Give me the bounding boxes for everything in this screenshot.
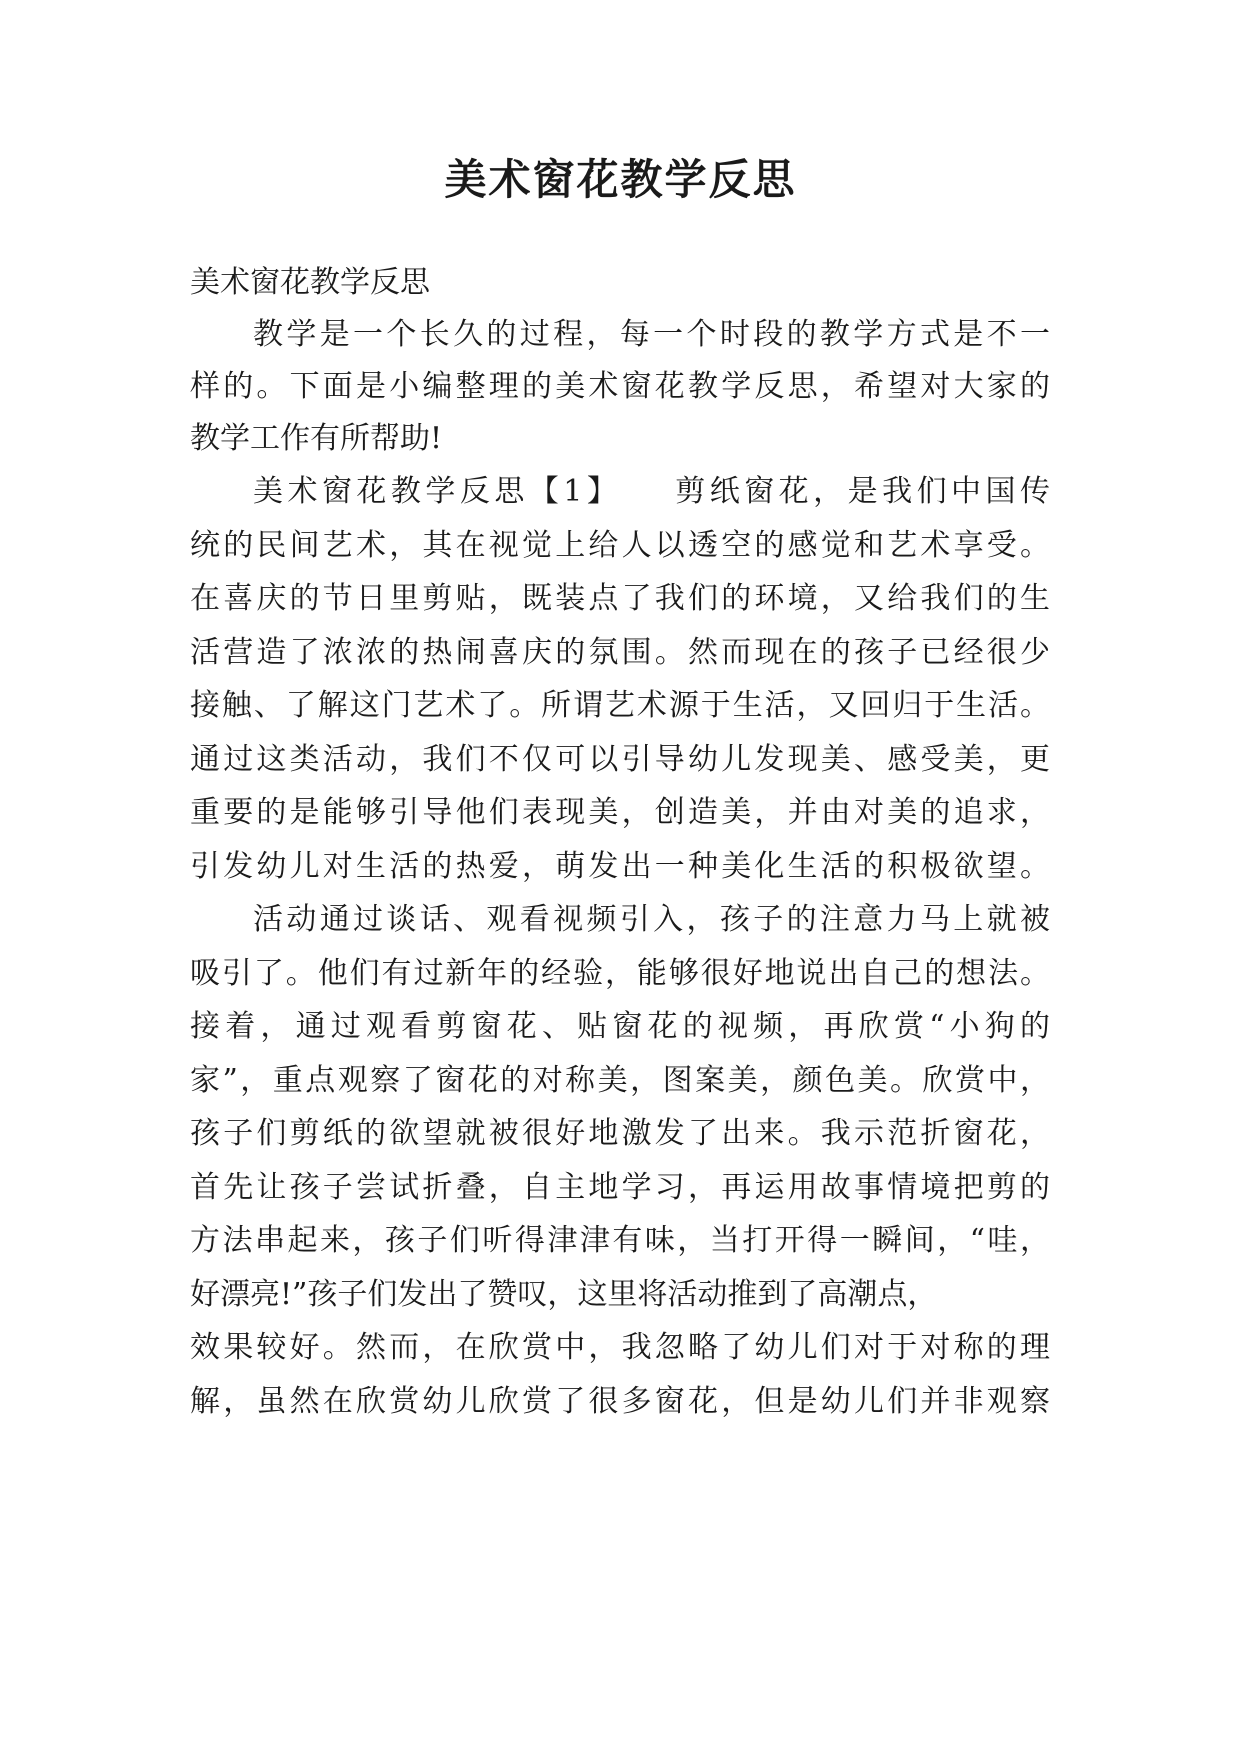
paragraph-line: 引发幼儿对生活的热爱，萌发出一种美化生活的积极欲望。 xyxy=(190,849,1050,884)
paragraph-line: 重要的是能够引导他们表现美，创造美，并由对美的追求， xyxy=(190,795,1050,830)
sub-heading: 美术窗花教学反思 xyxy=(190,265,430,300)
paragraph-line: 美术窗花教学反思【1】 剪纸窗花，是我们中国传 xyxy=(253,474,1050,509)
paragraph-line: 好漂亮!”孩子们发出了赞叹，这里将活动推到了高潮点， xyxy=(190,1277,938,1312)
paragraph-line: 在喜庆的节日里剪贴，既装点了我们的环境，又给我们的生 xyxy=(190,581,1050,616)
paragraph-line: 孩子们剪纸的欲望就被很好地激发了出来。我示范折窗花， xyxy=(190,1116,1050,1151)
paragraph-line: 教学工作有所帮助! xyxy=(190,421,443,456)
paragraph-line: 活动通过谈话、观看视频引入，孩子的注意力马上就被 xyxy=(253,902,1050,937)
paragraph-line: 家”，重点观察了窗花的对称美，图案美，颜色美。欣赏中， xyxy=(190,1063,1050,1098)
paragraph-line: 样的。下面是小编整理的美术窗花教学反思，希望对大家的 xyxy=(190,369,1050,404)
paragraph-line: 吸引了。他们有过新年的经验，能够很好地说出自己的想法。 xyxy=(190,956,1050,991)
paragraph-line: 通过这类活动，我们不仅可以引导幼儿发现美、感受美，更 xyxy=(190,742,1050,777)
paragraph-line: 接着，通过观看剪窗花、贴窗花的视频，再欣赏“小狗的 xyxy=(190,1009,1050,1044)
paragraph-line: 统的民间艺术，其在视觉上给人以透空的感觉和艺术享受。 xyxy=(190,528,1050,563)
paragraph-line: 方法串起来，孩子们听得津津有味，当打开得一瞬间，“哇， xyxy=(190,1223,1050,1258)
paragraph-line: 首先让孩子尝试折叠，自主地学习，再运用故事情境把剪的 xyxy=(190,1170,1050,1205)
document-title: 美术窗花教学反思 xyxy=(444,155,797,204)
paragraph-line: 效果较好。然而，在欣赏中，我忽略了幼儿们对于对称的理 xyxy=(190,1330,1050,1365)
paragraph-line: 教学是一个长久的过程，每一个时段的教学方式是不一 xyxy=(253,317,1050,352)
paragraph-line: 接触、了解这门艺术了。所谓艺术源于生活，又回归于生活。 xyxy=(190,688,1050,723)
paragraph-line: 活营造了浓浓的热闹喜庆的氛围。然而现在的孩子已经很少 xyxy=(190,635,1050,670)
paragraph-line: 解，虽然在欣赏幼儿欣赏了很多窗花，但是幼儿们并非观察 xyxy=(190,1384,1050,1419)
